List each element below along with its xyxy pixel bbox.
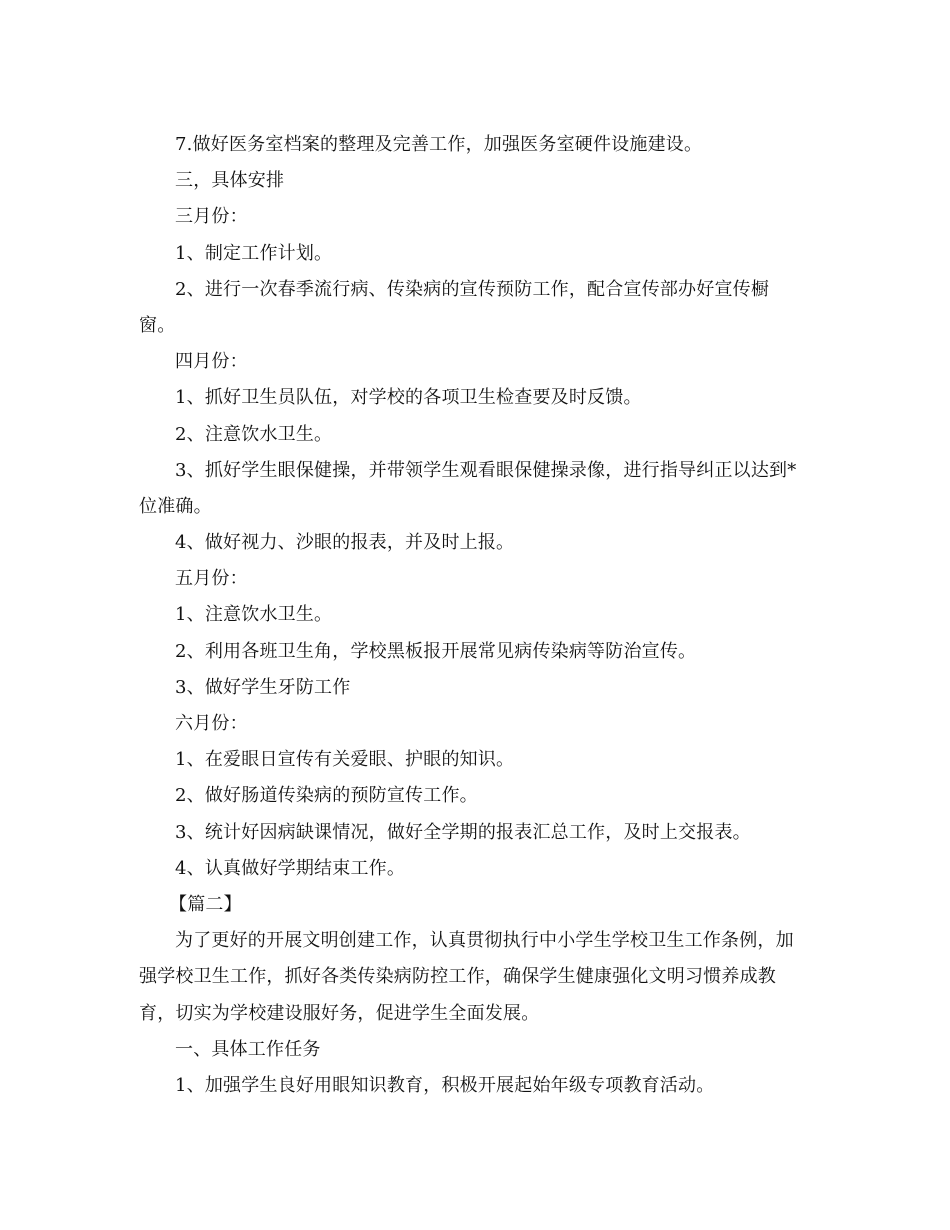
part-heading: 【篇二】 [169, 893, 242, 915]
text-line: 强学校卫生工作，抓好各类传染病防控工作，确保学生健康强化文明习惯养成教 [139, 966, 776, 988]
text-line: 1、加强学生良好用眼知识教育，积极开展起始年级专项教育活动。 [175, 1074, 715, 1096]
text-line: 2、进行一次春季流行病、传染病的宣传预防工作，配合宣传部办好宣传橱 [175, 278, 770, 300]
text-line: 1、在爱眼日宣传有关爱眼、护眼的知识。 [175, 749, 515, 771]
text-line: 育，切实为学校建设服好务，促进学生全面发展。 [139, 1002, 540, 1024]
section-heading: 一、具体工作任务 [175, 1038, 321, 1060]
text-line: 位准确。 [139, 495, 212, 517]
month-heading: 五月份： [175, 568, 248, 590]
text-line: 7.做好医务室档案的整理及完善工作，加强医务室硬件设施建设。 [175, 134, 703, 155]
text-line: 2、做好肠道传染病的预防宣传工作。 [175, 785, 478, 807]
month-heading: 六月份： [175, 713, 248, 734]
text-line: 3、做好学生牙防工作 [175, 676, 351, 698]
section-heading: 三，具体安排 [175, 170, 285, 192]
text-line: 1、制定工作计划。 [175, 242, 333, 264]
text-line: 4、认真做好学期结束工作。 [175, 857, 406, 879]
text-line: 4、做好视力、沙眼的报表，并及时上报。 [175, 532, 515, 554]
text-line: 1、注意饮水卫生。 [175, 604, 333, 626]
text-line: 1、抓好卫生员队伍，对学校的各项卫生检查要及时反馈。 [175, 387, 642, 409]
text-line: 3、统计好因病缺课情况，做好全学期的报表汇总工作，及时上交报表。 [175, 821, 751, 843]
text-line: 为了更好的开展文明创建工作，认真贯彻执行中小学生学校卫生工作条例，加 [175, 930, 794, 952]
month-heading: 三月份： [175, 206, 248, 228]
text-line: 2、注意饮水卫生。 [175, 423, 333, 445]
text-line: 窗。 [139, 314, 176, 336]
text-line: 2、利用各班卫生角，学校黑板报开展常见病传染病等防治宣传。 [175, 640, 697, 662]
month-heading: 四月份： [175, 351, 248, 373]
text-line: 3、抓好学生眼保健操，并带领学生观看眼保健操录像，进行指导纠正以达到* [175, 459, 797, 481]
document-body [139, 127, 819, 1104]
